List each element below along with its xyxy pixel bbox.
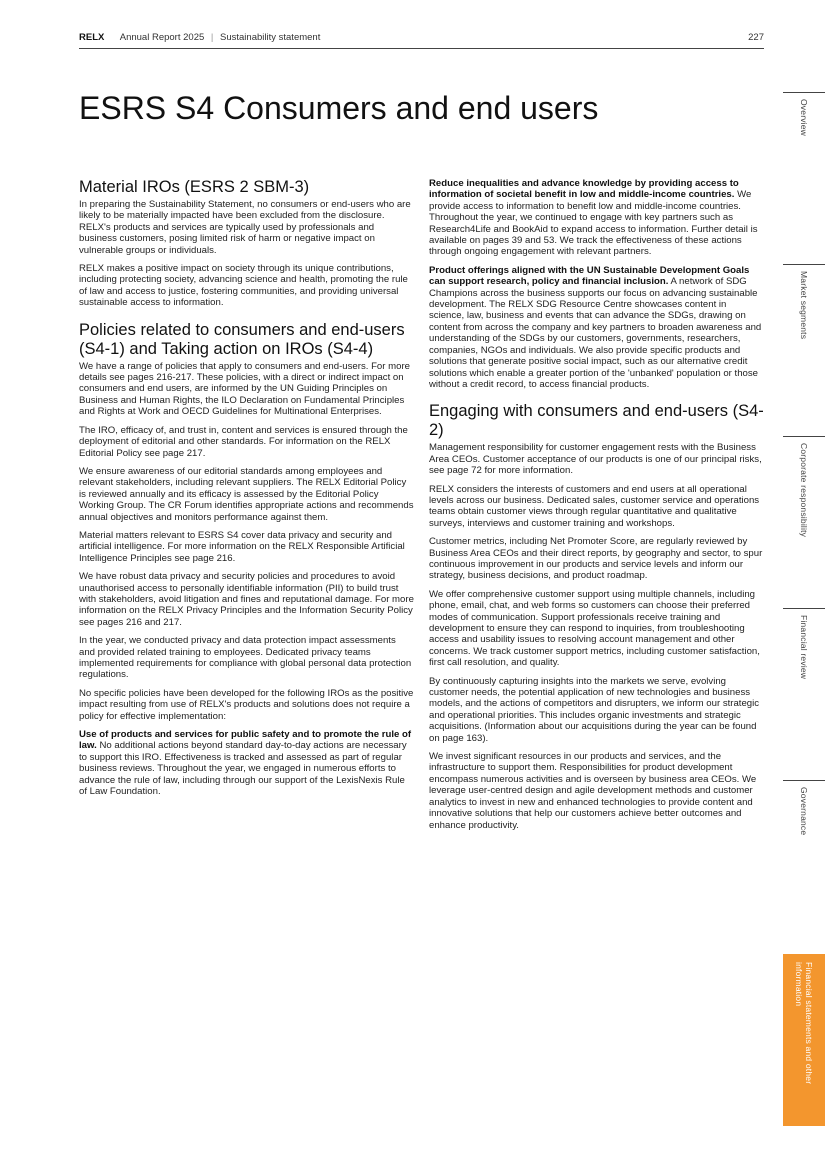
tab-financial-statements[interactable] <box>783 954 825 1126</box>
paragraph-body: We provide access to information to benefit low and middle-income countries. Throughout the year, we continued to engage with key partners such as Research4Life and BookAid to expand access to information. Further detail is available on pages 39 and 53. We track the effectiveness of these actions through ongoing engagement with relevant partners. <box>429 189 758 258</box>
report-name: Annual Report 2025 <box>119 32 205 43</box>
tab-financial-statements-label: Financial statements and other information <box>794 962 814 1085</box>
paragraph: In the year, we conducted privacy and data protection impact assessments and provided related training to employees. Dedicated privacy teams implemented requirements for compliance with global personal data protection regulations. <box>79 635 412 681</box>
paragraph: RELX considers the interests of customers and end users at all operational levels across our business. Dedicated sales, customer service and operations teams obtain customer views through regular quantitative and qualitative surveys, interviews and customer training and workshops. <box>429 483 760 529</box>
page-number: 227 <box>748 32 764 43</box>
paragraph <box>429 178 764 258</box>
tab-governance-label: Governance <box>799 787 809 836</box>
brand-name: RELX <box>79 32 105 43</box>
right-column <box>429 178 764 838</box>
paragraph-body: A network of SDG Champions across the business supports our focus on advancing sustainable development. The RELX SDG Resource Centre showcases content in science, law, business and events that can advance the SDGs, drawing on content from across the company and key partners to broaden awareness and understanding of the SDGs by our customers, governments, researchers, companies, NGOs and individuals. We also provide specific products and solutions that generate positive social impact, such as our alternative credit solutions which enable a greater portion of the 'unbanked' population or those without a credit record, to access financial products. <box>429 276 762 390</box>
paragraph: In preparing the Sustainability Statement, no consumers or end-users who are likely to be materially impacted have been excluded from the disclosure. RELX's products and services are typically used by professionals and business customers, posing limited risk of harm or negative impact on vulnerable groups or individuals. <box>79 199 411 256</box>
paragraph: RELX makes a positive impact on society through its unique contributions, including protecting society, advancing science and health, promoting the rule of law and access to justice, fostering communities, and providing universal sustainable access to information. <box>79 263 408 309</box>
tab-financial-review-label: Financial review <box>799 615 809 680</box>
paragraph <box>429 265 764 390</box>
bold-lead: Reduce inequalities and advance knowledge by providing access to information of societal benefit in low and middle-income countries. <box>429 178 739 201</box>
paragraph-body: No additional actions beyond standard day-to-day actions are necessary to support this IRO. Effectiveness is tracked and assessed as part of regular business reviews. Throughout the year, we engaged in numerous efforts to advance the rule of law, including through our support of the LexisNexis Rule of Law Foundation. <box>79 740 407 798</box>
tab-corporate-responsibility-label: Corporate responsibility <box>799 443 809 538</box>
paragraph: We ensure awareness of our editorial standards among employees and relevant stakeholders, including relevant suppliers. The RELX Editorial Policy is reviewed annually and its efficacy is assessed by the Editorial Policy Working Group. The CR Forum identifies appropriate actions and recommends annual objectives and monitors performance against them. <box>79 465 414 523</box>
left-column <box>79 178 414 804</box>
tab-overview[interactable] <box>783 92 825 265</box>
header-separator-bar: | <box>210 32 214 43</box>
paragraph: We have a range of policies that apply to consumers and end-users. For more details see pages 216-217. These policies, with a direct or indirect impact on consumers and end users, are informed by the UN Guiding Principles on Business and Human Rights, the ILO Declaration on Fundamental Principles and Rights at Work and OECD Guidelines for Multinational Enterprises. <box>79 360 410 418</box>
paragraph: Customer metrics, including Net Promoter Score, are regularly reviewed by Business Area CEOs and their direct reports, by geography and sector, to spur continuous improvement in our products and service levels and inform our strategy, business decisions, and product roadmap. <box>429 536 763 582</box>
heading-material-iros: Material IROs (ESRS 2 SBM-3) <box>79 178 310 196</box>
tab-overview-label: Overview <box>799 99 809 137</box>
paragraph: We invest significant resources in our products and services, and the infrastructure to support them. Responsibilities for product development encompass numerous activities and is overseen by business area CEOs. We leverage user-centred design and agile development methods and customer analytics to invest in new and enhanced technologies to provide content and innovative solutions that help our customers achieve better outcomes and enhance productivity. <box>429 751 757 831</box>
tab-corporate-responsibility[interactable] <box>783 436 825 609</box>
paragraph: We offer comprehensive customer support using multiple channels, including phone, email, chat, and web forms so customers can choose their preferred modes of communication. Support professionals receive training and development to ensure they can respond to inquiries, from troubleshooting access and usability issues to resolving account management and other concerns. We track customer support metrics, including customer satisfaction, first call resolution, and quality. <box>429 588 760 669</box>
page-header <box>79 30 764 49</box>
paragraph: By continuously capturing insights into the markets we serve, evolving customer needs, the potential application of new technologies and business models, and the actions of competitors and disrupters, we inform our strategic and operational priorities. This includes organic investments and strategic acquisitions. (Information about our acquisitions during the year can be found on page 163). <box>429 675 760 744</box>
section-name: Sustainability statement <box>220 32 321 43</box>
tab-market-segments[interactable] <box>783 264 825 437</box>
paragraph: Material matters relevant to ESRS S4 cover data privacy and security and artificial intelligence. For more information on the RELX Responsible Artificial Intelligence Principles see page 216. <box>79 529 405 564</box>
paragraph: No specific policies have been developed for the following IROs as the positive impact resulting from use of RELX's products and solutions does not require a policy for effective implementation: <box>79 687 414 722</box>
paragraph <box>79 729 414 797</box>
heading-policies: Policies related to consumers and end-users (S4-1) and Taking action on IROs (S4-4) <box>79 320 405 358</box>
paragraph: Management responsibility for customer engagement rests with the Business Area CEOs. Customer acceptance of our products is one of our principal risks, see page 72 for more information. <box>429 442 762 477</box>
page-title: ESRS S4 Consumers and end users <box>79 90 599 126</box>
bold-lead: Product offerings aligned with the UN Sustainable Development Goals can support research, policy and financial inclusion. <box>429 264 750 288</box>
paragraph: The IRO, efficacy of, and trust in, content and services is ensured through the deployment of editorial and other standards. For information on the RELX Editorial Policy see page 217. <box>79 424 408 459</box>
paragraph: We have robust data privacy and security policies and procedures to avoid unauthorised access to personally identifiable information (PII) to build trust with stakeholders, avoid litigation and fines and reputational damage. For more information on the RELX Privacy Principles and the Information Security Policy see pages 216 and 217. <box>79 571 414 628</box>
header-separator <box>111 32 114 43</box>
tab-governance[interactable] <box>783 780 825 953</box>
bold-lead: Use of products and services for public safety and to promote the rule of law. <box>79 729 412 752</box>
tab-financial-review[interactable] <box>783 608 825 781</box>
tab-market-segments-label: Market segments <box>799 271 809 340</box>
heading-engaging: Engaging with consumers and end-users (S4-2) <box>429 402 764 440</box>
